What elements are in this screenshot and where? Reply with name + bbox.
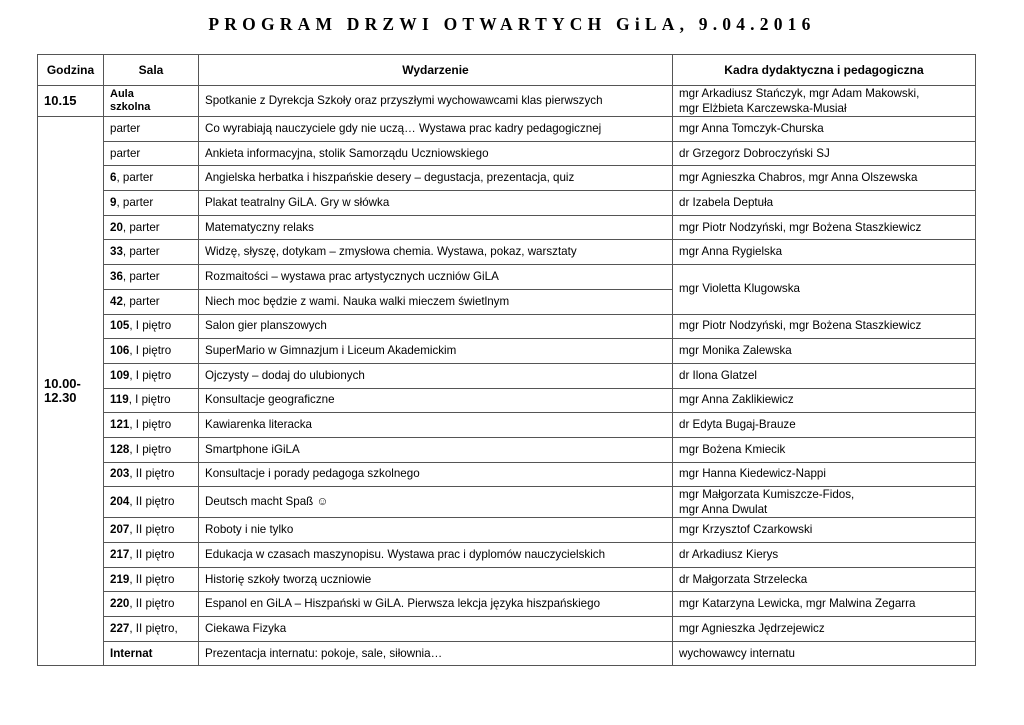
staff-cell: mgr Bożena Kmiecik — [673, 437, 976, 462]
room-number: 33 — [110, 245, 123, 259]
header-hour: Godzina — [38, 55, 104, 86]
staff-cell: mgr Katarzyna Lewicka, mgr Malwina Zegarra — [673, 592, 976, 617]
header-row — [38, 55, 976, 86]
room-floor: , parter — [122, 245, 160, 259]
room-cell — [104, 314, 199, 339]
room-floor: , II piętro — [129, 547, 175, 561]
room-number: 217 — [110, 547, 130, 561]
table-row — [38, 641, 976, 666]
room-floor: parter — [110, 121, 141, 135]
event-cell: Angielska herbatka i hiszpańskie desery – degustacja, prezentacja, quiz — [199, 166, 673, 191]
event-cell: Kawiarenka literacka — [199, 413, 673, 438]
staff-line: mgr Anna Dwulat — [679, 503, 768, 517]
event-cell: Roboty i nie tylko — [199, 518, 673, 543]
staff-cell: mgr Monika Zalewska — [673, 339, 976, 364]
table-row — [38, 166, 976, 191]
room-cell — [104, 191, 199, 216]
room-number: 121 — [110, 418, 130, 432]
room-number: 207 — [110, 523, 130, 537]
room-number: 20 — [110, 220, 123, 234]
room-floor: , I piętro — [129, 344, 172, 358]
room-floor: , I piętro — [129, 319, 172, 333]
room-floor: parter — [110, 146, 141, 160]
staff-cell: mgr Anna Tomczyk-Churska — [673, 117, 976, 142]
hour-cell — [38, 117, 104, 666]
page-title: PROGRAM DRZWI OTWARTYCH GiLA, 9.04.2016 — [208, 14, 816, 34]
hour-cell: 10.15 — [38, 86, 104, 117]
room-cell — [104, 289, 199, 314]
staff-cell: mgr Hanna Kiedewicz-Nappi — [673, 462, 976, 487]
room-cell — [104, 487, 199, 518]
table-row — [38, 437, 976, 462]
staff-cell: mgr Piotr Nodzyński, mgr Bożena Staszkiewicz — [673, 314, 976, 339]
table-row — [38, 240, 976, 265]
staff-cell: mgr Piotr Nodzyński, mgr Bożena Staszkiewicz — [673, 215, 976, 240]
event-cell: Historię szkoły tworzą uczniowie — [199, 567, 673, 592]
room-cell — [104, 166, 199, 191]
room-cell — [104, 413, 199, 438]
room-cell — [104, 215, 199, 240]
event-cell: Smartphone iGiLA — [199, 437, 673, 462]
table-row — [38, 141, 976, 166]
room-number: 204 — [110, 495, 130, 509]
event-cell: SuperMario w Gimnazjum i Liceum Akademickim — [199, 339, 673, 364]
room-floor: , parter — [122, 269, 160, 283]
staff-cell: mgr Anna Zaklikiewicz — [673, 388, 976, 413]
room-number: 128 — [110, 442, 130, 456]
room-cell — [104, 86, 199, 117]
room-floor: , I piętro — [129, 442, 172, 456]
table-row — [38, 543, 976, 568]
room-number: 105 — [110, 319, 130, 333]
table-row — [38, 462, 976, 487]
table-row — [38, 567, 976, 592]
room-number: 42 — [110, 294, 123, 308]
room-floor: , I piętro — [129, 418, 172, 432]
room-number: 109 — [110, 368, 130, 382]
room-cell — [104, 462, 199, 487]
table-row — [38, 363, 976, 388]
staff-cell: mgr Agnieszka Jędrzejewicz — [673, 617, 976, 642]
table-row — [38, 117, 976, 142]
room-floor: , parter — [122, 220, 160, 234]
header-room: Sala — [104, 55, 199, 86]
table-row — [38, 314, 976, 339]
staff-line: mgr Arkadiusz Stańczyk, mgr Adam Makowski, — [679, 87, 920, 100]
table-row — [38, 617, 976, 642]
hour-line: 10.00- — [44, 376, 81, 392]
table-row — [38, 388, 976, 413]
table-row — [38, 191, 976, 216]
event-cell: Niech moc będzie z wami. Nauka walki mieczem świetlnym — [199, 289, 673, 314]
event-cell: Konsultacje geograficzne — [199, 388, 673, 413]
event-cell: Plakat teatralny GiLA. Gry w słówka — [199, 191, 673, 216]
room-cell — [104, 641, 199, 666]
table-row — [38, 86, 976, 117]
room-cell — [104, 592, 199, 617]
room-cell — [104, 265, 199, 290]
room-number: 106 — [110, 344, 130, 358]
room-floor: , parter — [122, 294, 160, 308]
table-row — [38, 339, 976, 364]
room-number: 220 — [110, 597, 130, 611]
staff-cell: dr Arkadiusz Kierys — [673, 543, 976, 568]
staff-cell: dr Izabela Deptuła — [673, 191, 976, 216]
event-cell: Spotkanie z Dyrekcja Szkoły oraz przyszłymi wychowawcami klas pierwszych — [199, 86, 673, 117]
event-cell: Salon gier planszowych — [199, 314, 673, 339]
staff-cell: mgr Krzysztof Czarkowski — [673, 518, 976, 543]
room-number: 36 — [110, 269, 123, 283]
room-floor: , I piętro — [128, 393, 171, 407]
staff-cell: dr Ilona Glatzel — [673, 363, 976, 388]
event-cell: Prezentacja internatu: pokoje, sale, siłownia… — [199, 641, 673, 666]
staff-cell: mgr Violetta Klugowska — [673, 265, 976, 314]
event-cell: Konsultacje i porady pedagoga szkolnego — [199, 462, 673, 487]
room-cell — [104, 240, 199, 265]
staff-cell: mgr Anna Rygielska — [673, 240, 976, 265]
room-cell — [104, 141, 199, 166]
event-cell: Ojczysty – dodaj do ulubionych — [199, 363, 673, 388]
room-cell — [104, 363, 199, 388]
event-cell: Ankieta informacyjna, stolik Samorządu Uczniowskiego — [199, 141, 673, 166]
room-floor: , II piętro — [129, 597, 175, 611]
header-event: Wydarzenie — [199, 55, 673, 86]
room-number: 227 — [110, 621, 130, 635]
event-cell: Co wyrabiają nauczyciele gdy nie uczą… Wystawa prac kadry pedagogicznej — [199, 117, 673, 142]
room-cell — [104, 388, 199, 413]
room-floor: , II piętro — [129, 523, 175, 537]
room-number: 203 — [110, 467, 130, 481]
room-cell — [104, 518, 199, 543]
hour-line: 12.30 — [44, 390, 77, 406]
room-floor: , II piętro — [129, 572, 175, 586]
room-line: Aula — [110, 88, 134, 100]
event-cell: Ciekawa Fizyka — [199, 617, 673, 642]
event-cell: Espanol en GiLA – Hiszpański w GiLA. Pierwsza lekcja języka hiszpańskiego — [199, 592, 673, 617]
staff-cell: wychowawcy internatu — [673, 641, 976, 666]
room-cell — [104, 567, 199, 592]
table-row — [38, 413, 976, 438]
event-cell: Widzę, słyszę, dotykam – zmysłowa chemia. Wystawa, pokaz, warsztaty — [199, 240, 673, 265]
event-cell: Edukacja w czasach maszynopisu. Wystawa prac i dyplomów nauczycielskich — [199, 543, 673, 568]
room-number: 9 — [110, 195, 117, 209]
staff-cell: dr Małgorzata Strzelecka — [673, 567, 976, 592]
room-number: Internat — [110, 646, 153, 660]
room-cell — [104, 339, 199, 364]
room-number: 6 — [110, 171, 117, 185]
staff-cell — [673, 487, 976, 518]
staff-line: mgr Elżbieta Karczewska-Musiał — [679, 102, 847, 115]
table-row — [38, 592, 976, 617]
staff-line: mgr Małgorzata Kumiszcze-Fidos, — [679, 488, 855, 502]
event-cell: Deutsch macht Spaß ☺ — [199, 487, 673, 518]
staff-cell: dr Edyta Bugaj-Brauze — [673, 413, 976, 438]
staff-cell: mgr Agnieszka Chabros, mgr Anna Olszewska — [673, 166, 976, 191]
table-row — [38, 487, 976, 518]
room-cell — [104, 543, 199, 568]
room-number: 119 — [110, 393, 129, 407]
room-cell — [104, 117, 199, 142]
header-staff: Kadra dydaktyczna i pedagogiczna — [673, 55, 976, 86]
room-floor: , II piętro — [129, 467, 175, 481]
room-cell — [104, 437, 199, 462]
room-floor: , parter — [116, 171, 154, 185]
room-floor: , II piętro — [129, 495, 175, 509]
event-cell: Matematyczny relaks — [199, 215, 673, 240]
room-cell — [104, 617, 199, 642]
table-row — [38, 518, 976, 543]
staff-cell: dr Grzegorz Dobroczyński SJ — [673, 141, 976, 166]
room-floor: , I piętro — [129, 368, 172, 382]
room-floor: , II piętro, — [129, 621, 178, 635]
room-number: 219 — [110, 572, 130, 586]
table-row — [38, 215, 976, 240]
table-row — [38, 265, 976, 290]
event-cell: Rozmaitości – wystawa prac artystycznych uczniów GiLA — [199, 265, 673, 290]
program-table — [37, 54, 976, 666]
room-floor: , parter — [116, 195, 154, 209]
room-line: szkolna — [110, 101, 151, 113]
staff-cell — [673, 86, 976, 117]
